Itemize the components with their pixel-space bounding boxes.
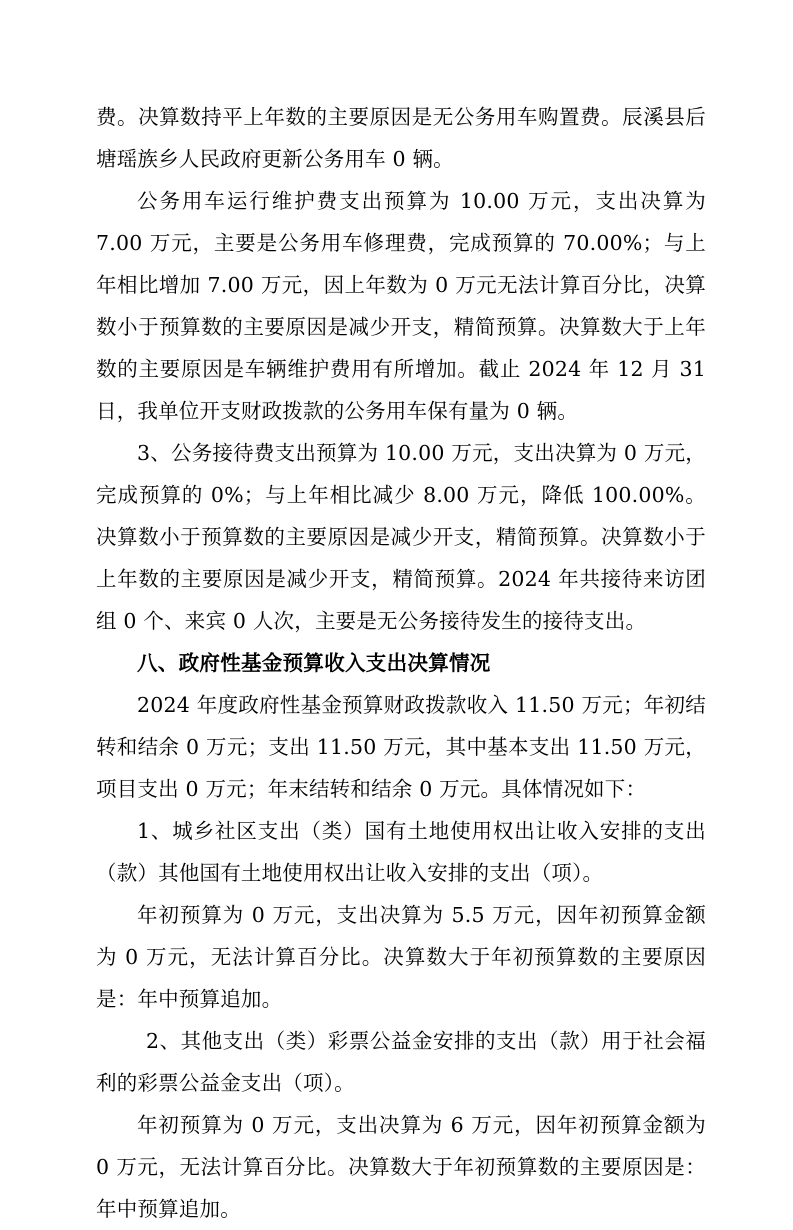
paragraph-item-2-detail: 年初预算为 0 万元，支出决算为 6 万元，因年初预算金额为 0 万元，无法计算百分比。决算数大于年初预算数的主要原因是：年中预算追加。 <box>96 1113 706 1221</box>
paragraph-vehicle-maintenance: 公务用车运行维护费支出预算为 10.00 万元，支出决算为 7.00 万元，主要是公务用车修理费，完成预算的 70.00%；与上年相比增加 7.00 万元，因上年数为 0 万元无法计算百分比，决算数小于预算数的主要原因是减少开支，精简预算。决算数大于上年数的主要原因是车辆维护费用有所增加。截止 2024 年 12 月 31 日，我单位开支财政拨款的公务用车保有量为 0 辆。 <box>96 189 706 423</box>
paragraph-continuation: 费。决算数持平上年数的主要原因是无公务用车购置费。辰溪县后塘瑶族乡人民政府更新公务用车 0 辆。 <box>96 105 706 171</box>
paragraph-official-reception: 3、公务接待费支出预算为 10.00 万元，支出决算为 0 万元，完成预算的 0%；与上年相比减少 8.00 万元，降低 100.00%。决算数小于预算数的主要原因是减少开支，精简预算。决算数小于上年数的主要原因是减少开支，精简预算。2024 年共接待来访团组 0 个、来宾 0 人次，主要是无公务接待发生的接待支出。 <box>96 441 706 633</box>
paragraph-item-1-land-transfer: 1、城乡社区支出（类）国有土地使用权出让收入安排的支出（款）其他国有土地使用权出让收入安排的支出（项）。 <box>96 819 706 885</box>
document-body <box>96 96 706 1230</box>
paragraph-item-1-detail: 年初预算为 0 万元，支出决算为 5.5 万元，因年初预算金额为 0 万元，无法计算百分比。决算数大于年初预算数的主要原因是：年中预算追加。 <box>96 903 706 1011</box>
section-heading-eight: 八、政府性基金预算收入支出决算情况 <box>137 651 491 675</box>
paragraph-fund-budget-summary: 2024 年度政府性基金预算财政拨款收入 11.50 万元；年初结转和结余 0 万元；支出 11.50 万元，其中基本支出 11.50 万元，项目支出 0 万元；年末结转和结余 0 万元。具体情况如下： <box>96 693 706 801</box>
paragraph-item-2-lottery-fund: 2、其他支出（类）彩票公益金安排的支出（款）用于社会福利的彩票公益金支出（项）。 <box>96 1029 706 1095</box>
